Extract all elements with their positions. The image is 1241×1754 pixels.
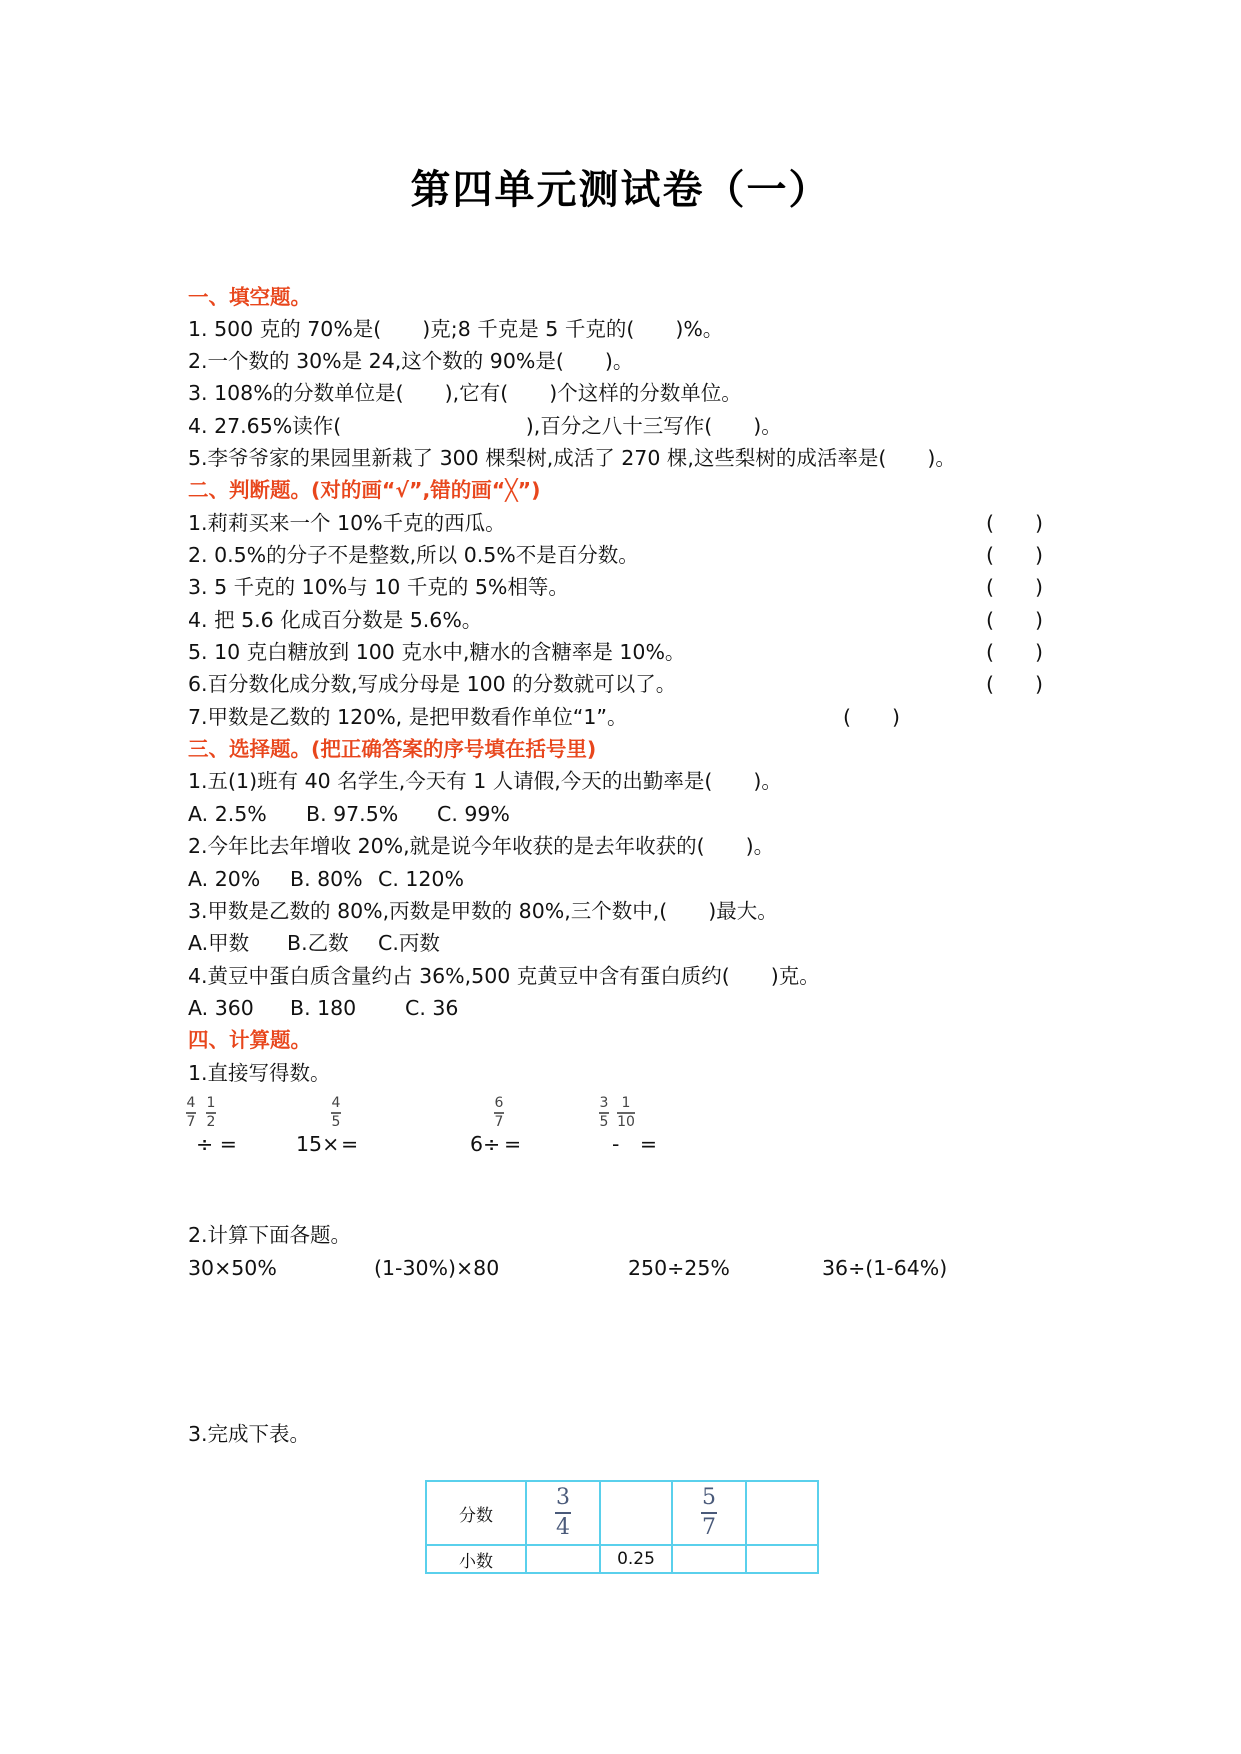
equals-sign: =: [341, 1132, 359, 1156]
fill-question-5: 5.李爷爷家的果园里新栽了 300 棵梨树,成活了 270 棵,这些梨树的成活率是( )。: [188, 446, 956, 470]
table-cell-empty[interactable]: [672, 1545, 746, 1573]
section-heading-choice: 三、选择题。(把正确答案的序号填在括号里): [188, 737, 597, 761]
choice-question-3: 3.甲数是乙数的 80%,丙数是甲数的 80%,三个数中,( )最大。: [188, 899, 778, 923]
decimal-row: [426, 1545, 818, 1573]
fill-question-3: 3. 108%的分数单位是( ),它有( )个这样的分数单位。: [188, 381, 742, 405]
calc-part-2-label: 2.计算下面各题。: [188, 1223, 352, 1247]
denominator: 10: [617, 1113, 635, 1130]
calc-expression: 30×50%: [188, 1256, 277, 1280]
calc-part-1-label: 1.直接写得数。: [188, 1061, 331, 1085]
table-cell-empty[interactable]: [746, 1481, 818, 1545]
fraction: [494, 1096, 504, 1130]
fraction: [617, 1096, 635, 1130]
operator: - =: [612, 1132, 658, 1156]
judge-question-6: 6.百分数化成分数,写成分母是 100 的分数就可以了。: [188, 672, 677, 696]
judge-question-3: 3. 5 千克的 10%与 10 千克的 5%相等。: [188, 575, 569, 599]
numerator: 4: [186, 1095, 196, 1111]
operator: 6÷: [470, 1132, 501, 1156]
table-cell-empty[interactable]: [526, 1545, 600, 1573]
equals-sign: =: [504, 1132, 522, 1156]
fraction-bar: [701, 1512, 717, 1514]
choice-question-4: 4.黄豆中蛋白质含量约占 36%,500 克黄豆中含有蛋白质约( )克。: [188, 964, 820, 988]
choice-question-1: 1.五(1)班有 40 名学生,今天有 1 人请假,今天的出勤率是( )。: [188, 769, 782, 793]
option-a: A.甲数: [188, 931, 250, 955]
fraction-bar: [555, 1512, 571, 1514]
table-cell: [526, 1481, 600, 1545]
row-label: 分数: [426, 1481, 526, 1545]
option-b: B.乙数: [287, 931, 349, 955]
denominator: 7: [702, 1515, 716, 1540]
numerator: 1: [206, 1095, 216, 1111]
judge-question-7: 7.甲数是乙数的 120%, 是把甲数看作单位“1”。: [188, 705, 628, 729]
table-cell: [672, 1481, 746, 1545]
fill-question-4: 4. 27.65%读作( ),百分之八十三写作( )。: [188, 414, 782, 438]
denominator: 2: [206, 1113, 216, 1130]
table-cell-empty[interactable]: [600, 1481, 672, 1545]
answer-paren: ( ): [986, 543, 1043, 567]
numerator: 5: [702, 1485, 716, 1510]
operator: ÷ =: [196, 1132, 237, 1156]
fraction: [599, 1096, 609, 1130]
judge-question-5: 5. 10 克白糖放到 100 克水中,糖水的含糖率是 10%。: [188, 640, 686, 664]
denominator: 7: [494, 1113, 504, 1130]
numerator: 3: [556, 1485, 570, 1510]
fraction: [186, 1096, 196, 1130]
judge-question-2: 2. 0.5%的分子不是整数,所以 0.5%不是百分数。: [188, 543, 639, 567]
option-b: B. 97.5%: [306, 802, 399, 826]
section-heading-judge: 二、判断题。(对的画“√”,错的画“╳”): [188, 478, 541, 502]
answer-paren: ( ): [986, 511, 1043, 535]
option-c: C. 120%: [378, 867, 464, 891]
fill-question-2: 2.一个数的 30%是 24,这个数的 90%是( )。: [188, 349, 634, 373]
numerator: 3: [599, 1095, 609, 1111]
calc-expression: 36÷(1-64%): [822, 1256, 948, 1280]
judge-question-1: 1.莉莉买来一个 10%千克的西瓜。: [188, 511, 506, 535]
table-cell: 0.25: [600, 1545, 672, 1573]
fraction: [331, 1096, 341, 1130]
answer-paren: ( ): [986, 672, 1043, 696]
option-a: A. 20%: [188, 867, 261, 891]
option-a: A. 360: [188, 996, 254, 1020]
answer-paren: ( ): [986, 640, 1043, 664]
section-heading-fill: 一、填空题。: [188, 285, 311, 309]
fraction: [206, 1096, 216, 1130]
answer-paren: ( ): [843, 705, 900, 729]
answer-paren: ( ): [986, 608, 1043, 632]
numerator: 4: [331, 1095, 341, 1111]
option-b: B. 180: [290, 996, 357, 1020]
fraction: [555, 1486, 571, 1540]
choice-question-2: 2.今年比去年增收 20%,就是说今年收获的是去年收获的( )。: [188, 834, 775, 858]
option-b: B. 80%: [290, 867, 363, 891]
option-c: C. 99%: [437, 802, 510, 826]
denominator: 4: [556, 1515, 570, 1540]
calc-expression: 250÷25%: [628, 1256, 730, 1280]
calc-part-3-label: 3.完成下表。: [188, 1422, 311, 1446]
answer-paren: ( ): [986, 575, 1043, 599]
fraction: [701, 1486, 717, 1540]
fraction-row: [426, 1481, 818, 1545]
numerator: 1: [621, 1095, 631, 1111]
row-label: 小数: [426, 1545, 526, 1573]
conversion-table: [425, 1480, 819, 1574]
calc-expression: (1-30%)×80: [374, 1256, 500, 1280]
judge-question-4: 4. 把 5.6 化成百分数是 5.6%。: [188, 608, 483, 632]
option-c: C.丙数: [378, 931, 440, 955]
option-c: C. 36: [405, 996, 459, 1020]
page-title: 第四单元测试卷（一）: [410, 166, 831, 213]
section-heading-calc: 四、计算题。: [188, 1028, 311, 1052]
denominator: 5: [599, 1113, 609, 1130]
denominator: 5: [331, 1113, 341, 1130]
numerator: 6: [494, 1095, 504, 1111]
operator: 15×: [296, 1132, 340, 1156]
fill-question-1: 1. 500 克的 70%是( )克;8 千克是 5 千克的( )%。: [188, 317, 724, 341]
option-a: A. 2.5%: [188, 802, 267, 826]
table-cell-empty[interactable]: [746, 1545, 818, 1573]
denominator: 7: [186, 1113, 196, 1130]
